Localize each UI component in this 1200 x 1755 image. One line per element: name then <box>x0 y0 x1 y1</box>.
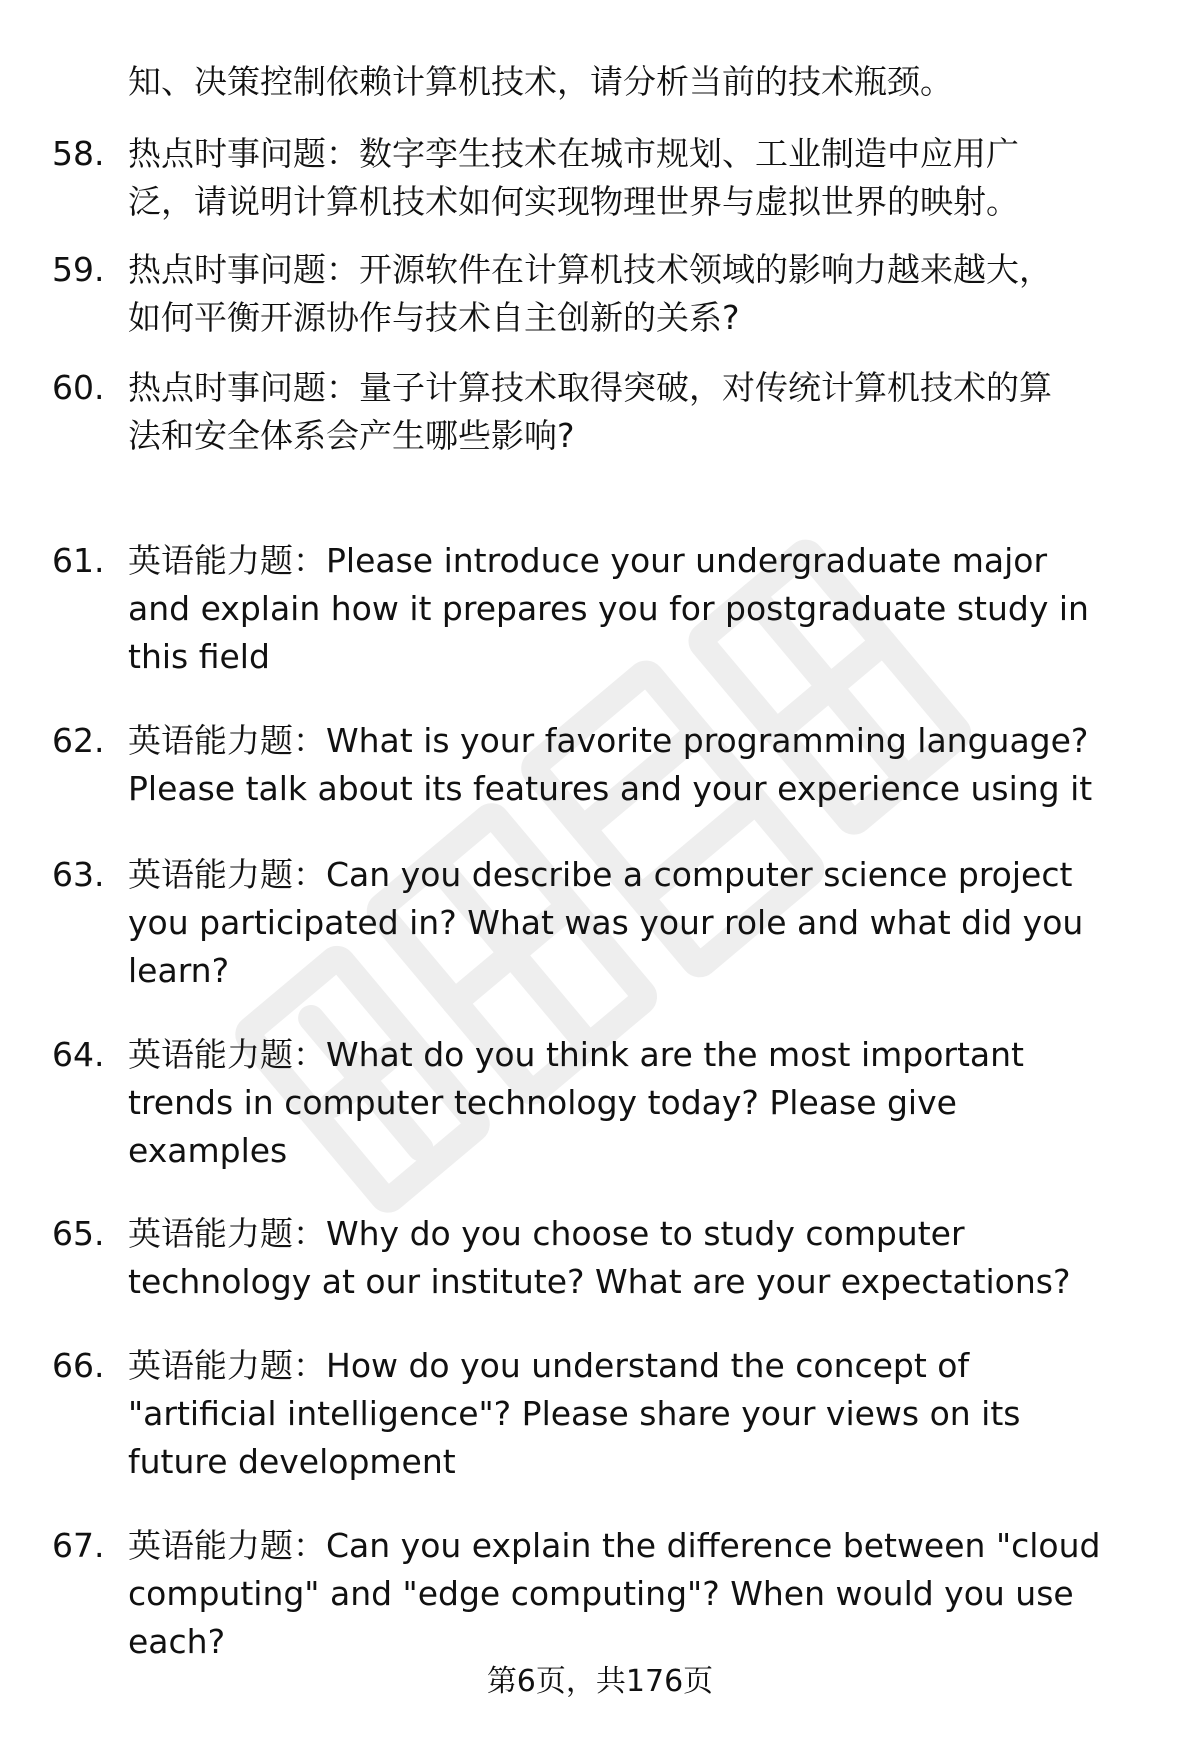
question-number: 58. <box>52 134 105 173</box>
page-number-footer: 第6页，共176页 <box>486 1664 714 1699</box>
question-line: this field <box>128 637 270 676</box>
question-line: 英语能力题：Can you describe a computer science project <box>128 855 1073 894</box>
question-number: 64. <box>52 1035 105 1074</box>
question-line: examples <box>128 1131 288 1170</box>
question-line: future development <box>128 1442 456 1481</box>
question-text <box>128 246 1200 342</box>
question-text <box>128 1031 1200 1175</box>
question-line: 英语能力题：What do you think are the most important <box>128 1035 1024 1074</box>
question-text <box>128 537 1200 681</box>
question-number: 66. <box>52 1346 105 1385</box>
question-number: 63. <box>52 855 105 894</box>
question-line: 英语能力题：How do you understand the concept of <box>128 1346 970 1385</box>
question-line: 法和安全体系会产生哪些影响? <box>128 416 575 455</box>
question-line: you participated in? What was your role and what did you <box>128 903 1084 942</box>
question-number: 61. <box>52 541 105 580</box>
question-line: 热点时事问题：开源软件在计算机技术领域的影响力越来越大， <box>128 250 1052 289</box>
question-text <box>128 1342 1200 1486</box>
question-line: 热点时事问题：量子计算技术取得突破，对传统计算机技术的算 <box>128 368 1052 407</box>
question-line: 英语能力题：What is your favorite programming language? <box>128 721 1089 760</box>
question-line: technology at our institute? What are your expectations? <box>128 1262 1071 1301</box>
question-line: 如何平衡开源协作与技术自主创新的关系? <box>128 298 740 337</box>
question-text <box>128 717 1200 813</box>
question-number: 60. <box>52 368 105 407</box>
question-line: each? <box>128 1622 226 1661</box>
question-line: Please talk about its features and your experience using it <box>128 769 1093 808</box>
question-number: 62. <box>52 721 105 760</box>
question-number: 59. <box>52 250 105 289</box>
question-text <box>128 851 1200 995</box>
continuation-line: 知、决策控制依赖计算机技术，请分析当前的技术瓶颈。 <box>128 62 953 101</box>
question-line: learn? <box>128 951 230 990</box>
question-text <box>128 1522 1200 1666</box>
question-text <box>128 364 1200 460</box>
question-line: 英语能力题：Can you explain the difference between "cloud <box>128 1526 1101 1565</box>
question-number: 65. <box>52 1214 105 1253</box>
question-line: trends in computer technology today? Please give <box>128 1083 957 1122</box>
question-text <box>128 1210 1200 1306</box>
question-line: and explain how it prepares you for postgraduate study in <box>128 589 1089 628</box>
question-line: "artificial intelligence"? Please share your views on its <box>128 1394 1021 1433</box>
question-line: computing" and "edge computing"? When would you use <box>128 1574 1074 1613</box>
question-number: 67. <box>52 1526 105 1565</box>
question-line: 英语能力题：Please introduce your undergraduate major <box>128 541 1048 580</box>
question-line: 泛，请说明计算机技术如何实现物理世界与虚拟世界的映射。 <box>128 182 1019 221</box>
question-line: 英语能力题：Why do you choose to study computer <box>128 1214 965 1253</box>
question-line: 热点时事问题：数字孪生技术在城市规划、工业制造中应用广 <box>128 134 1019 173</box>
question-text <box>128 130 1200 226</box>
